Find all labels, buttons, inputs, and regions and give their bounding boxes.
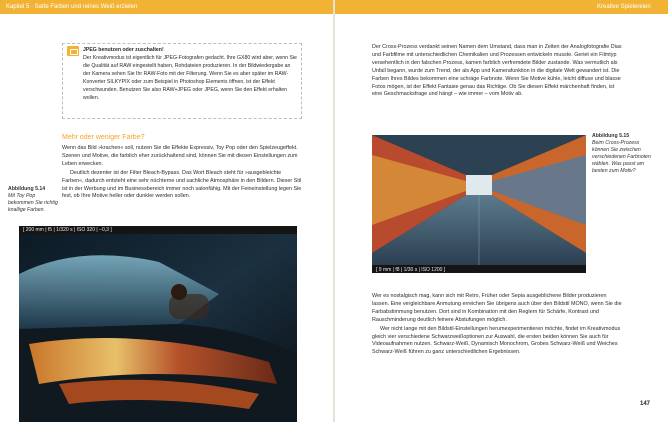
- left-body: [62, 145, 302, 202]
- caption-label-5-15: Abbildung 5.15: [592, 133, 630, 139]
- left-page-header: [0, 0, 333, 14]
- tip-title: JPEG benutzen oder zuschalten!: [83, 47, 164, 53]
- right-paragraph-3: Wer nicht lange mit den Bildstil-Einstellungen herumexperimentieren möchte, findet im Kreativmodus gleich vier verschiedene Schwarzweißoptionen zur Auswahl, die ersten beiden können Sie auch für Videoaufnahmen nutzen. Schwarz-Weiß, Dynamisch Monochrom, Grobes Schwarz-Weiß und Weiches Schwarz-Weiß führen zu ganz unterschiedlichen Ergebnissen.: [372, 325, 621, 356]
- right-body-top: [372, 44, 622, 100]
- caption-text: Mit Toy Pop bekommen Sie richtig knallige Farben.: [8, 193, 58, 213]
- left-page: [0, 0, 333, 422]
- page-number: 147: [640, 401, 651, 407]
- right-page: [335, 0, 668, 422]
- left-paragraph-1: Wenn das Bild »krachen« soll, nutzen Sie die Effekte Expressiv, Toy Pop oder den Spielzeugeffekt. Szenen und Motive, die farblich eher zurückhaltend sind, können Sie mit diesen Einstellungen zum Leben erwecken.: [62, 145, 298, 167]
- photo-info-bar: [19, 226, 297, 234]
- left-paragraph-2: Deutlich dezenter ist der Filter Bleach-Bypass. Das Wort Bleach steht für »ausgebleichte Farben«, dadurch entsteht eine sehr nüchterne und sachliche Atmosphäre in den Bildern. Dieser Stil ist in der Werbung und im Businessbereich immer noch salonfähig. Mit der Feineinstellung legen Sie fest, ob Ihre Motive heller oder dunkler werden sollen.: [62, 169, 302, 200]
- tunnel-photo: [372, 135, 586, 273]
- figure-caption-5-15: [592, 133, 654, 175]
- tip-text: Der Kreativmodus ist eigentlich für JPEG-Fotografen gedacht. Ihre GX80 wird aber, wenn Sie die Qualität auf RAW eingestellt haben, Rohdateien produzieren. In der Bildwiedergabe an der Kamera sehen Sie Ihr RAW-Foto mit der Filterung. Wenn Sie es aber später im RAW-Konverter SILKYPIX oder zum Beispiel in Photoshop Elements öffnen, ist der Effekt verschwunden. Benutzen Sie also RAW+JPEG oder JPEG, wenn Sie den Effekt erhalten wollen.: [83, 55, 297, 101]
- right-page-header: [335, 0, 668, 14]
- right-paragraph-2: Wer es nostalgisch mag, kann sich mit Retro, Früher oder Sepia ausgeblichene Bilder produzieren lassen. Eine vergleichbare Anmutung erreichen Sie übrigens auch über den Bildstil MONO, wenn Sie die Farbabstimmung benutzen. Dort sind in Kombination mit den Reglern für Schärfe, Kontrast und Rauschminderung deutlich feinere Abstufungen möglich.: [372, 293, 622, 323]
- right-body-bottom: [372, 293, 622, 358]
- tip-content: [83, 46, 299, 102]
- camera-icon: [67, 46, 79, 56]
- caption-text-5-15: Beim Cross-Prozess können Sie zwischen verschiedenen Farbnoten wählen. Was passt am besten zum Motiv?: [592, 140, 651, 174]
- right-paragraph-1: Der Cross-Prozess verdankt seinen Namen dem Umstand, dass man in Zeiten der Analogfotografie Dias und Farbfilme mit unterschiedlichen Chemikalien und Prozessen entwickeln musste. Geriet ein Filmtyp versehentlich in den falschen Prozess, kamen farblich verfremdete Bilder zustande. Was vermutlich als Unfall begann, wurde zum Trend, der als App und Kamerafunktion in die digitale Welt gewandert ist. Die Farben Ihres Bildes bekommen eine schräge Farbnote. Wenn Sie Motive kühle, leicht diffuse und blasse Fotos mögen, ist der Effekt Fantasie genau das Richtige. Ob Sie diesen Effekt märchenhaft finden, ist eine Geschmacksfrage und hängt – wie immer – vom Motiv ab.: [372, 44, 622, 98]
- figure-caption-5-14: [8, 186, 58, 214]
- section-subhead: Mehr oder weniger Farbe?: [62, 134, 145, 141]
- left-header-text: Kapitel 5 · Satte Farben und reines Weiß erzielen: [6, 4, 138, 10]
- car-reflection-photo: [19, 234, 297, 422]
- right-header-text: Kreative Spielereien: [597, 4, 651, 10]
- tunnel-photo-exif: [ 9 mm | f8 | 1/30 s | ISO 1200 ]: [376, 267, 446, 273]
- tip-box: [62, 43, 302, 119]
- photo-exif: [ 200 mm | f5 | 1/320 s | ISO 320 | −0,3 ]: [23, 227, 112, 233]
- caption-label: Abbildung 5.14: [8, 186, 46, 192]
